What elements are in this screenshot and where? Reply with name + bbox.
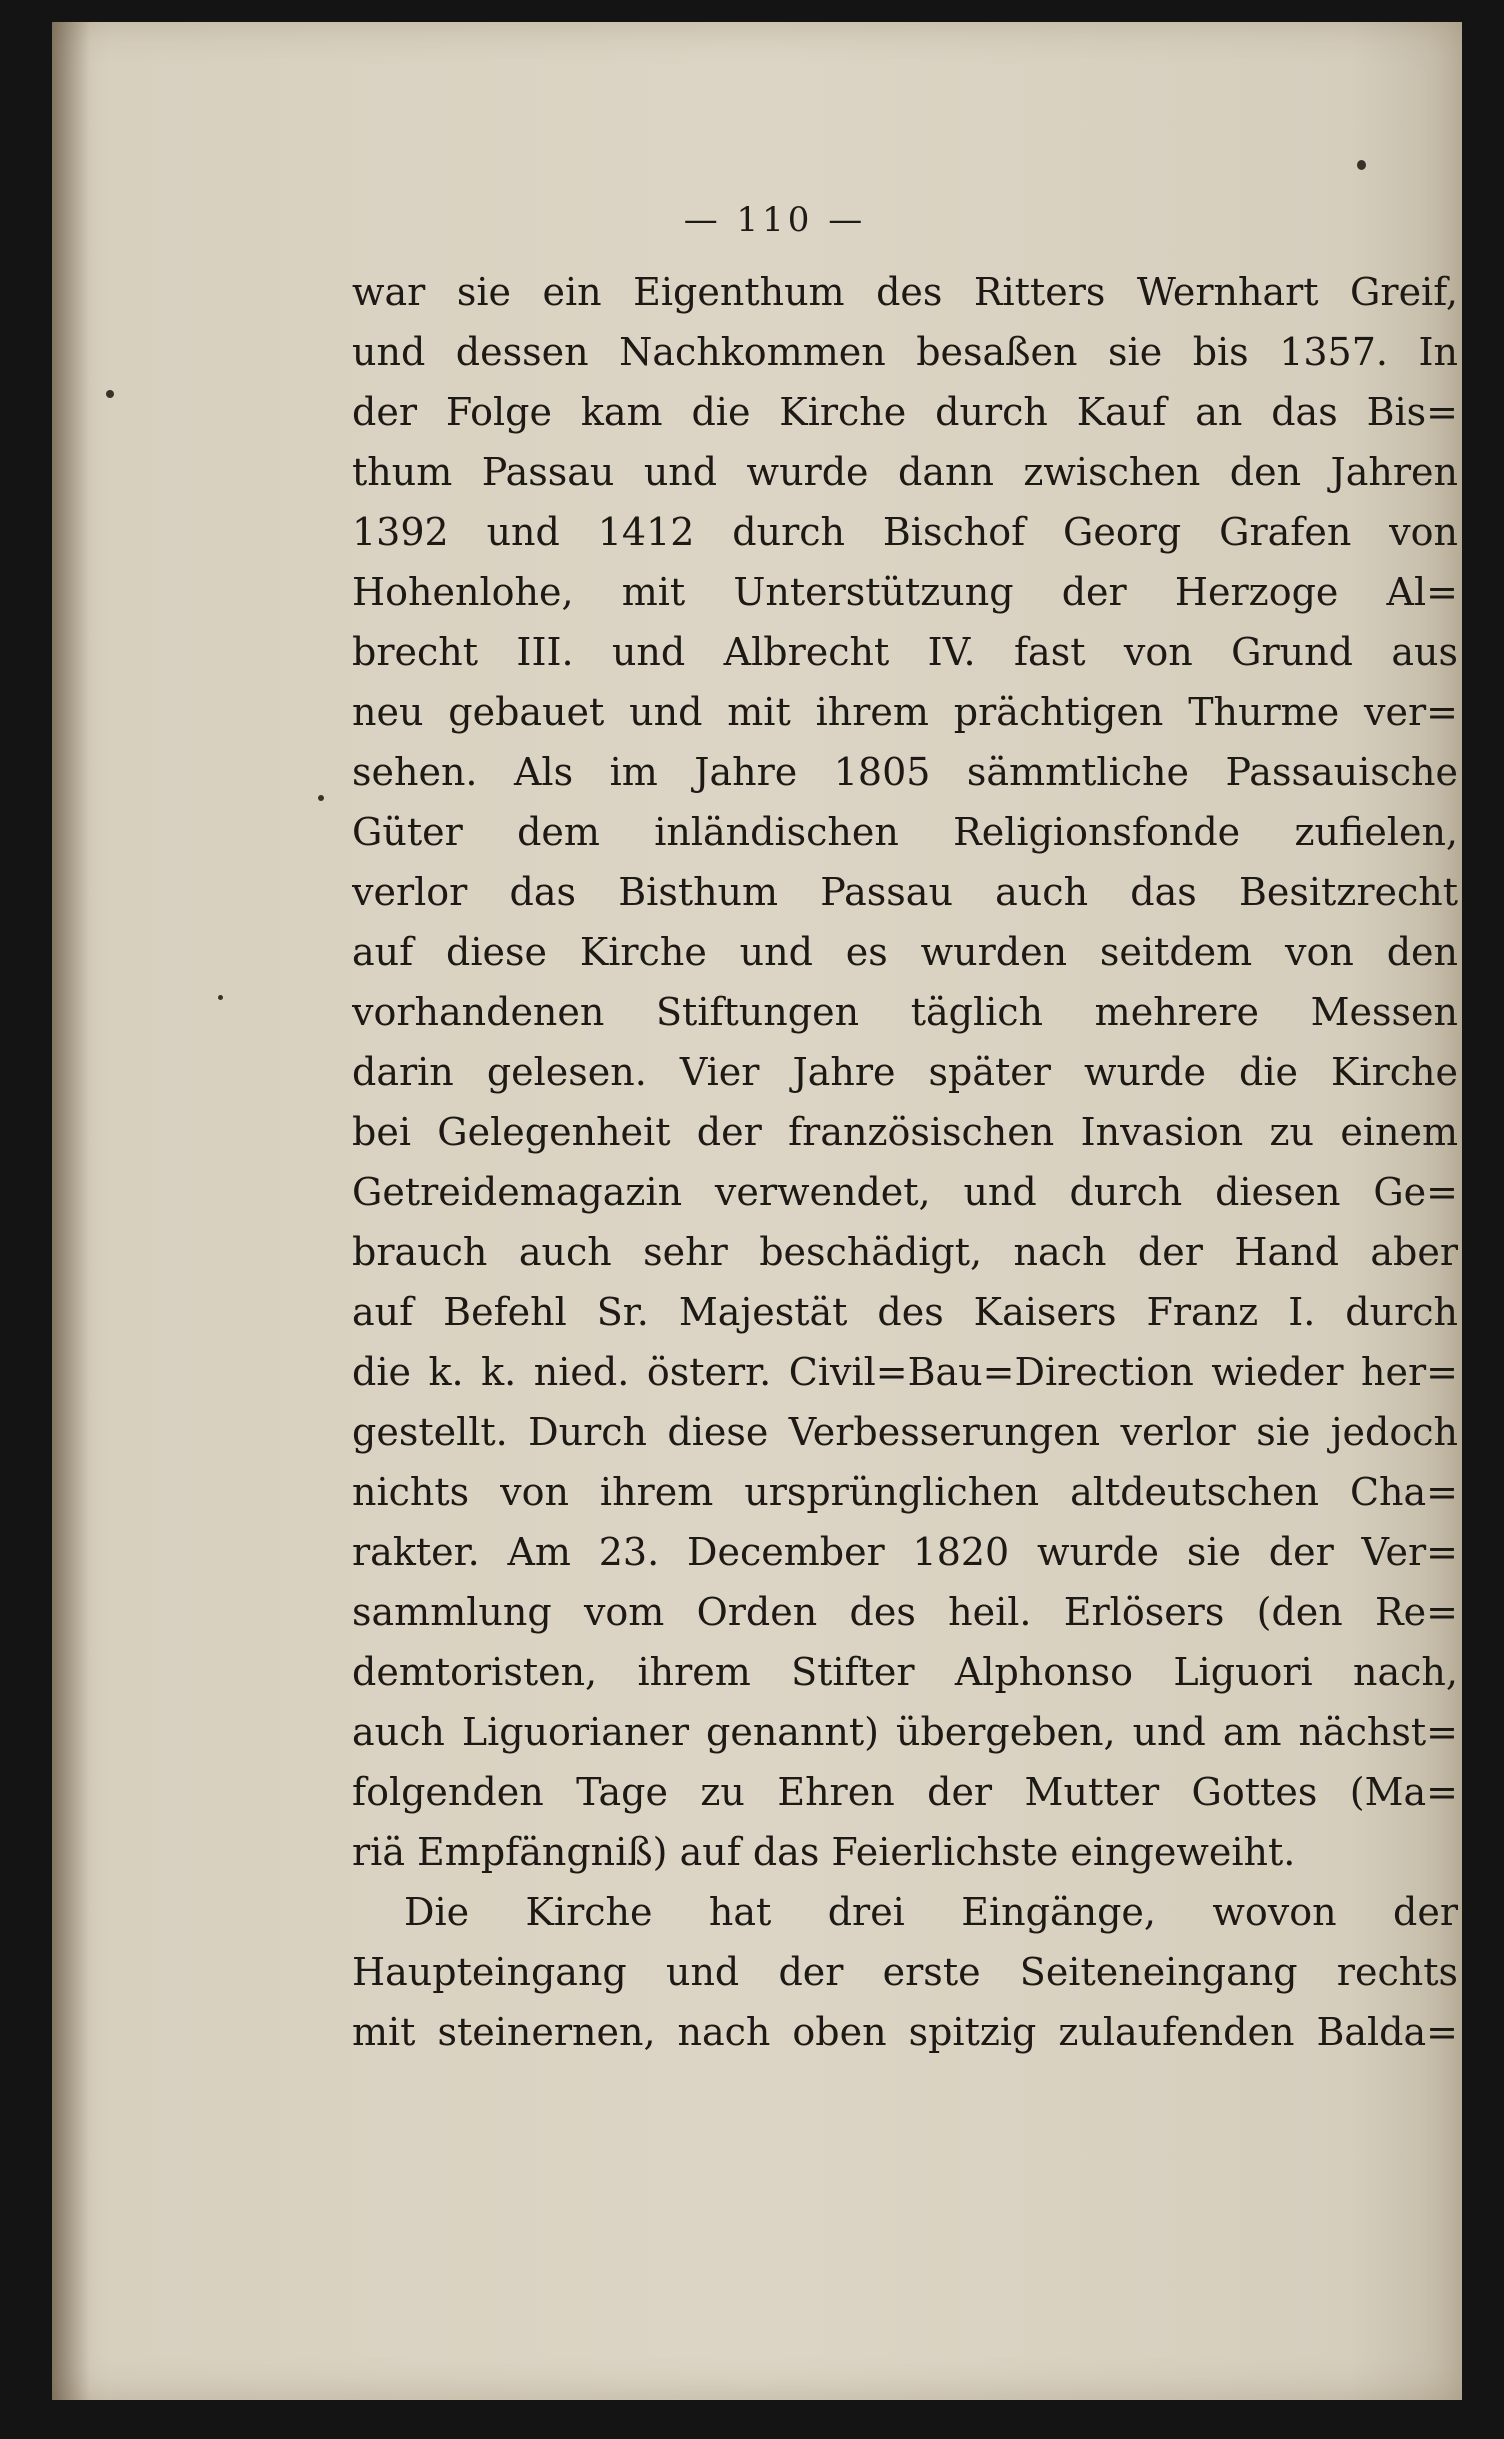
text-line: bei Gelegenheit der französischen Invasion zu einem	[352, 1110, 1458, 1154]
text-line: verlor das Bisthum Passau auch das Besitzrecht	[352, 870, 1458, 914]
text-line: war sie ein Eigenthum des Ritters Wernhart Greif,	[352, 270, 1458, 314]
text-line: sammlung vom Orden des heil. Erlösers (den Re=	[352, 1590, 1458, 1634]
text-line: der Folge kam die Kirche durch Kauf an das Bis=	[352, 390, 1458, 434]
text-line: mit steinernen, nach oben spitzig zulaufenden Balda=	[352, 2010, 1458, 2054]
ink-speck	[1357, 160, 1366, 170]
text-line: die k. k. nied. österr. Civil=Bau=Direction wieder her=	[352, 1350, 1458, 1394]
text-line: gestellt. Durch diese Verbesserungen verlor sie jedoch	[352, 1410, 1458, 1454]
text-line: auch Liguorianer genannt) übergeben, und am nächst=	[352, 1710, 1458, 1754]
page-number: — 110 —	[683, 200, 867, 240]
text-line: auf diese Kirche und es wurden seitdem von den	[352, 930, 1458, 974]
text-line: demtoristen, ihrem Stifter Alphonso Liguori nach,	[352, 1650, 1458, 1694]
text-line: Getreidemagazin verwendet, und durch diesen Ge=	[352, 1170, 1458, 1214]
ink-speck	[106, 390, 114, 398]
text-line: und dessen Nachkommen besaßen sie bis 1357. In	[352, 330, 1458, 374]
text-line: Güter dem inländischen Religionsfonde zufielen,	[352, 810, 1458, 854]
text-line: brauch auch sehr beschädigt, nach der Hand aber	[352, 1230, 1458, 1274]
ink-speck	[218, 995, 223, 1000]
text-line: riä Empfängniß) auf das Feierlichste eingeweiht.	[352, 1830, 1296, 1874]
text-line: thum Passau und wurde dann zwischen den Jahren	[352, 450, 1458, 494]
ink-speck	[318, 795, 324, 801]
text-line: sehen. Als im Jahre 1805 sämmtliche Passauische	[352, 750, 1458, 794]
text-line: Haupteingang und der erste Seiteneingang rechts	[352, 1950, 1458, 1994]
text-line: folgenden Tage zu Ehren der Mutter Gottes (Ma=	[352, 1770, 1458, 1814]
text-line: vorhandenen Stiftungen täglich mehrere Messen	[352, 990, 1458, 1034]
text-line: auf Befehl Sr. Majestät des Kaisers Franz I. durch	[352, 1290, 1458, 1334]
paragraph-start-line: Die Kirche hat drei Eingänge, wovon der	[404, 1890, 1458, 1934]
text-line: nichts von ihrem ursprünglichen altdeutschen Cha=	[352, 1470, 1458, 1514]
text-line: brecht III. und Albrecht IV. fast von Grund aus	[352, 630, 1458, 674]
text-line: neu gebauet und mit ihrem prächtigen Thurme ver=	[352, 690, 1458, 734]
text-line: rakter. Am 23. December 1820 wurde sie der Ver=	[352, 1530, 1458, 1574]
body-text	[352, 262, 1458, 2062]
text-line: darin gelesen. Vier Jahre später wurde die Kirche	[352, 1050, 1458, 1094]
spine-shadow	[52, 22, 90, 2400]
text-line: 1392 und 1412 durch Bischof Georg Grafen von	[352, 510, 1458, 554]
text-line: Hohenlohe, mit Unterstützung der Herzoge Al=	[352, 570, 1458, 614]
